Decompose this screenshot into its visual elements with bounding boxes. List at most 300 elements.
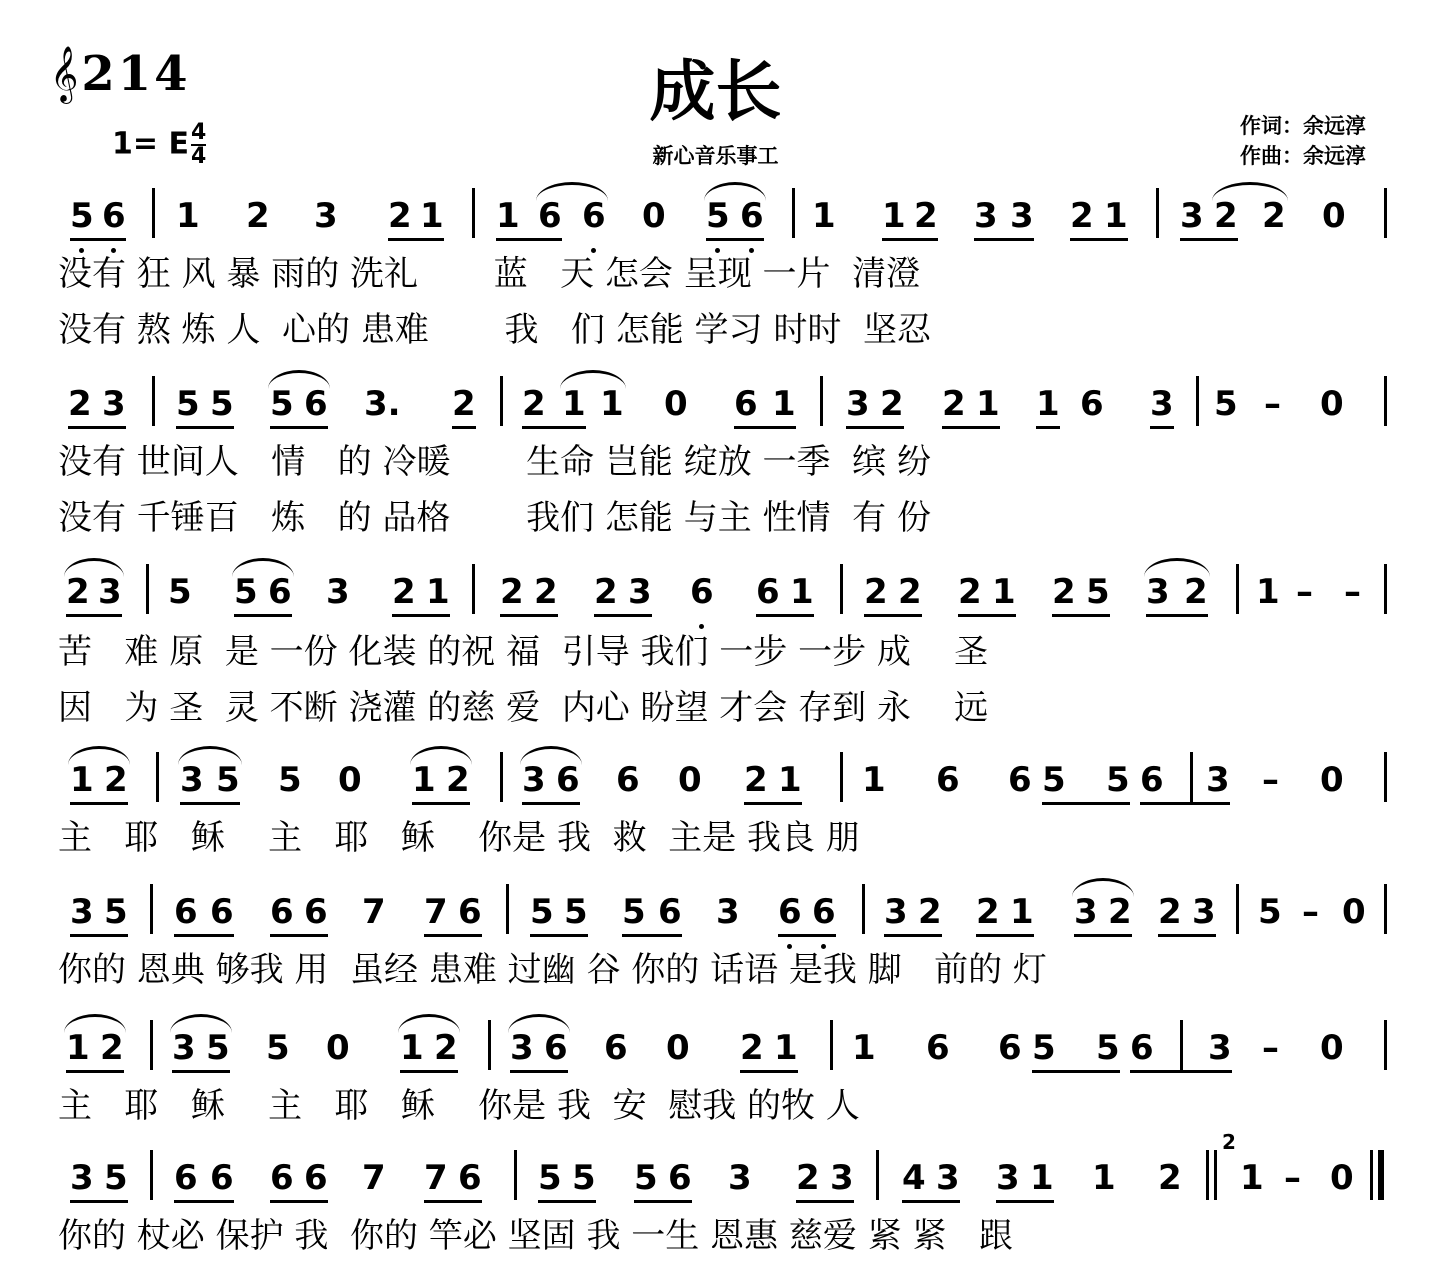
note: 6 <box>604 1028 628 1068</box>
note: 0 <box>1322 196 1346 236</box>
note: 5 <box>278 760 302 800</box>
note: 1 <box>426 572 450 612</box>
note: 5 <box>176 384 200 424</box>
note: 1 <box>562 384 586 424</box>
underline-beam <box>796 1200 854 1203</box>
underline-beam <box>70 802 128 805</box>
note: 5 <box>206 1028 230 1068</box>
underline-beam <box>1052 614 1110 617</box>
note: 7 <box>362 1158 386 1198</box>
note: 6 <box>102 196 126 236</box>
barline <box>1384 188 1387 238</box>
barline <box>840 564 843 614</box>
note: 2 <box>958 572 982 612</box>
note: 6 <box>756 572 780 612</box>
note: 1 <box>1240 1158 1264 1198</box>
note: 0 <box>664 384 688 424</box>
publisher: 新心音乐事工 <box>652 144 779 168</box>
note: 3 <box>172 1028 196 1068</box>
note: 6 <box>174 892 198 932</box>
note: 0 <box>1320 1028 1344 1068</box>
note: 2 <box>1070 196 1094 236</box>
octave-dot <box>699 624 704 629</box>
note: 6 <box>1008 760 1032 800</box>
note: 7 <box>424 892 448 932</box>
underline-beam <box>400 1070 458 1073</box>
barline <box>840 752 843 802</box>
barline <box>506 884 509 934</box>
underline-beam <box>392 614 450 617</box>
note: 5 <box>530 892 554 932</box>
tie-slur <box>170 1014 232 1033</box>
note: 6 <box>668 1158 692 1198</box>
underline-beam <box>270 934 328 937</box>
note: 3 <box>1180 196 1204 236</box>
note: 2 <box>66 572 90 612</box>
underline-beam <box>1074 934 1132 937</box>
note: 5 <box>538 1158 562 1198</box>
underline-beam <box>270 426 328 429</box>
note: – <box>1296 572 1313 612</box>
tie-slur <box>704 182 766 201</box>
note: 2 <box>446 760 470 800</box>
note: 6 <box>734 384 758 424</box>
underline-beam <box>1158 934 1216 937</box>
lyrics-line: 你的 恩典 够我 用 虽经 患难 过幽 谷 你的 话语 是我 脚 前的 灯 <box>58 950 1047 990</box>
barline <box>1384 1020 1387 1070</box>
note: 2 <box>914 196 938 236</box>
note: 2 <box>1214 196 1238 236</box>
note: 0 <box>338 760 362 800</box>
octave-dot <box>821 944 826 949</box>
note: 2 <box>1262 196 1286 236</box>
underline-beam <box>180 802 240 805</box>
underline-beam <box>70 238 126 241</box>
note: 1 <box>852 1028 876 1068</box>
barline <box>150 884 153 934</box>
note: 5 <box>168 572 192 612</box>
underline-beam <box>1042 802 1130 805</box>
underline-beam <box>778 934 836 937</box>
barline <box>1214 1150 1217 1200</box>
note: 3. <box>364 384 401 424</box>
note: 1 <box>1092 1158 1116 1198</box>
underline-beam <box>70 934 128 937</box>
note: 6 <box>544 1028 568 1068</box>
key-signature: 1= E $\frac{4}{4}$ <box>112 120 207 169</box>
octave-dot <box>749 248 754 253</box>
lyrics-line: 没有 世间人 情 的 冷暖 生命 岂能 绽放 一季 缤 纷 <box>58 442 931 482</box>
note: 2 <box>68 384 92 424</box>
underline-beam <box>882 238 938 241</box>
underline-beam <box>634 1200 692 1203</box>
note: 6 <box>690 572 714 612</box>
note: 1 <box>1256 572 1280 612</box>
note: 1 <box>812 196 836 236</box>
note: 6 <box>174 1158 198 1198</box>
barline <box>1206 1150 1209 1200</box>
note: 3 <box>314 196 338 236</box>
barline <box>1190 752 1193 802</box>
note: 6 <box>270 892 294 932</box>
note: 6 <box>616 760 640 800</box>
note: 0 <box>1342 892 1366 932</box>
note: 3 <box>996 1158 1020 1198</box>
note: 2 <box>880 384 904 424</box>
underline-beam <box>902 1200 960 1203</box>
note: 6 <box>936 760 960 800</box>
tie-slur <box>68 746 130 765</box>
note: 0 <box>1330 1158 1354 1198</box>
underline-beam <box>424 1200 482 1203</box>
barline <box>1236 884 1239 934</box>
barline <box>820 376 823 426</box>
note: 5 <box>210 384 234 424</box>
underline-beam <box>174 1200 234 1203</box>
note: 3 <box>1074 892 1098 932</box>
underline-beam <box>1036 426 1060 429</box>
underline-beam <box>1130 1070 1232 1073</box>
note: 2 <box>1184 572 1208 612</box>
note: 3 <box>728 1158 752 1198</box>
note: 1 <box>1030 1158 1054 1198</box>
lyrics-line: 因 为 圣 灵 不断 浇灌 的慈 爱 内心 盼望 才会 存到 永 远 <box>58 688 989 728</box>
tie-slur <box>398 1014 460 1033</box>
note: 0 <box>666 1028 690 1068</box>
underline-beam <box>500 614 558 617</box>
barline <box>876 1150 879 1200</box>
note: 5 <box>572 1158 596 1198</box>
barline <box>1156 188 1159 238</box>
note: 5 <box>1086 572 1110 612</box>
note: 2 <box>898 572 922 612</box>
tie-slur <box>520 746 582 765</box>
note: 5 <box>270 384 294 424</box>
note: 6 <box>268 572 292 612</box>
lyrics-line: 苦 难 原 是 一份 化装 的祝 福 引导 我们 一步 一步 成 圣 <box>58 632 989 672</box>
note: 1 <box>772 384 796 424</box>
underline-beam <box>1180 238 1238 241</box>
note: 0 <box>678 760 702 800</box>
underline-beam <box>740 1070 798 1073</box>
note: 2 <box>104 760 128 800</box>
underline-beam <box>974 238 1034 241</box>
note: 2 <box>744 760 768 800</box>
underline-beam <box>958 614 1016 617</box>
note: 5 <box>266 1028 290 1068</box>
note: 2 <box>392 572 416 612</box>
note: 1 <box>992 572 1016 612</box>
underline-beam <box>734 426 796 429</box>
note: 4 <box>902 1158 926 1198</box>
note: 6 <box>998 1028 1022 1068</box>
note: 3 <box>1146 572 1170 612</box>
note: 5 <box>1096 1028 1120 1068</box>
note: 5 <box>1106 760 1130 800</box>
note: 2 <box>534 572 558 612</box>
underline-beam <box>522 802 580 805</box>
note: 5 <box>564 892 588 932</box>
octave-dot <box>787 944 792 949</box>
underline-beam <box>976 934 1034 937</box>
underline-beam <box>522 426 586 429</box>
underline-beam <box>594 614 652 617</box>
note: 0 <box>1320 760 1344 800</box>
note: 6 <box>926 1028 950 1068</box>
underline-beam <box>1032 1070 1120 1073</box>
composer: 作曲：余远淳 <box>1240 144 1366 168</box>
note: 1 <box>1104 196 1128 236</box>
note: 2 <box>740 1028 764 1068</box>
underline-beam <box>1070 238 1128 241</box>
note: 6 <box>458 892 482 932</box>
barline <box>472 564 475 614</box>
note: 2 <box>434 1028 458 1068</box>
song-title: 成长 <box>649 53 782 130</box>
underline-beam <box>70 1200 128 1203</box>
note: 3 <box>716 892 740 932</box>
note: 6 <box>556 760 580 800</box>
note: 6 <box>304 1158 328 1198</box>
barline <box>488 1020 491 1070</box>
note: 3 <box>846 384 870 424</box>
note: 2 <box>942 384 966 424</box>
barline <box>472 188 475 238</box>
note: – <box>1262 760 1279 800</box>
note: 1 <box>882 196 906 236</box>
tie-slur <box>64 558 124 577</box>
underline-beam <box>66 614 122 617</box>
underline-beam <box>942 426 1000 429</box>
note: 6 <box>1080 384 1104 424</box>
note: 6 <box>778 892 802 932</box>
underline-beam <box>234 614 292 617</box>
lyrics-line: 你的 杖必 保护 我 你的 竿必 坚固 我 一生 恩惠 慈爱 紧 紧 跟 <box>58 1216 1013 1256</box>
note: 1 <box>420 196 444 236</box>
note: 3 <box>510 1028 534 1068</box>
lyricist: 作词：余远淳 <box>1240 114 1366 138</box>
octave-dot <box>591 248 596 253</box>
note: 2 <box>246 196 270 236</box>
barline <box>500 376 503 426</box>
note: 2 <box>452 384 476 424</box>
underline-beam <box>530 934 588 937</box>
note: 3 <box>628 572 652 612</box>
note: 1 <box>774 1028 798 1068</box>
underline-beam <box>846 426 904 429</box>
note: 5 <box>234 572 258 612</box>
note: 1 <box>1036 384 1060 424</box>
tie-slur <box>1144 558 1210 577</box>
barline <box>152 376 155 426</box>
note: – <box>1284 1158 1301 1198</box>
tie-slur <box>1072 878 1134 897</box>
note: 6 <box>210 1158 234 1198</box>
underline-beam <box>706 238 764 241</box>
underline-beam <box>1140 802 1230 805</box>
barline <box>1384 564 1387 614</box>
barline <box>156 752 159 802</box>
note: 3 <box>1208 1028 1232 1068</box>
note: 0 <box>1320 384 1344 424</box>
note: 7 <box>362 892 386 932</box>
underline-beam <box>996 1200 1054 1203</box>
underline-beam <box>496 238 562 241</box>
note: 3 <box>884 892 908 932</box>
note: 0 <box>326 1028 350 1068</box>
note: 5 <box>706 196 730 236</box>
treble-clef-icon: 𝄞 <box>50 46 82 102</box>
time-signature: $\frac{4}{4}$ <box>190 120 207 169</box>
note: 3 <box>522 760 546 800</box>
note: 2 <box>796 1158 820 1198</box>
barline <box>150 1020 153 1070</box>
tie-slur <box>268 370 330 389</box>
lyrics-line: 没有 熬 炼 人 心的 患难 我 们 怎能 学习 时时 坚忍 <box>58 310 931 350</box>
note: 1 <box>496 196 520 236</box>
note: 6 <box>270 1158 294 1198</box>
tie-slur <box>410 746 472 765</box>
note: 6 <box>582 196 606 236</box>
note: 6 <box>1140 760 1164 800</box>
barline <box>1384 752 1387 802</box>
underline-beam <box>864 614 922 617</box>
note: 1 <box>790 572 814 612</box>
note: 6 <box>812 892 836 932</box>
note: 3 <box>98 572 122 612</box>
underline-beam <box>1150 426 1174 429</box>
note: 2 <box>976 892 1000 932</box>
note: 1 <box>600 384 624 424</box>
note: 1 <box>66 1028 90 1068</box>
barline <box>500 752 503 802</box>
note: – <box>1264 384 1281 424</box>
note: 3 <box>974 196 998 236</box>
tie-slur <box>508 1014 570 1033</box>
note: 6 <box>658 892 682 932</box>
note: 6 <box>1130 1028 1154 1068</box>
note: 3 <box>102 384 126 424</box>
final-barline-thin <box>1370 1150 1373 1200</box>
note: 1 <box>400 1028 424 1068</box>
barline <box>792 188 795 238</box>
lyrics-line: 没有 狂 风 暴 雨的 洗礼 蓝 天 怎会 呈现 一片 清澄 <box>58 254 921 294</box>
note: 5 <box>104 1158 128 1198</box>
note: 2 <box>1108 892 1132 932</box>
note: 3 <box>1010 196 1034 236</box>
note: 3 <box>1206 760 1230 800</box>
tie-slur <box>232 558 294 577</box>
barline <box>150 1150 153 1200</box>
tie-slur <box>560 370 626 389</box>
note: 1 <box>976 384 1000 424</box>
note: 3 <box>326 572 350 612</box>
lyrics-line: 没有 千锤百 炼 的 品格 我们 怎能 与主 性情 有 份 <box>58 498 931 538</box>
barline <box>862 884 865 934</box>
note: 6 <box>740 196 764 236</box>
note: 3 <box>936 1158 960 1198</box>
note: 1 <box>1010 892 1034 932</box>
underline-beam <box>412 802 470 805</box>
underline-beam <box>538 1200 596 1203</box>
volta-number: 2 <box>1222 1130 1236 1154</box>
underline-beam <box>388 238 444 241</box>
note: 5 <box>1214 384 1238 424</box>
underline-beam <box>622 934 682 937</box>
note: 6 <box>304 892 328 932</box>
note: – <box>1344 572 1361 612</box>
note: 3 <box>180 760 204 800</box>
note: 2 <box>1158 1158 1182 1198</box>
barline <box>514 1150 517 1200</box>
note: 1 <box>70 760 94 800</box>
note: 3 <box>830 1158 854 1198</box>
final-barline <box>1378 1150 1384 1200</box>
note: 2 <box>1052 572 1076 612</box>
barline <box>1384 376 1387 426</box>
underline-beam <box>510 1070 568 1073</box>
note: 2 <box>388 196 412 236</box>
octave-dot <box>79 248 84 253</box>
note: 6 <box>210 892 234 932</box>
note: 5 <box>216 760 240 800</box>
barline <box>1196 376 1199 426</box>
note: 2 <box>594 572 618 612</box>
barline <box>830 1020 833 1070</box>
note: 5 <box>1258 892 1282 932</box>
underline-beam <box>68 426 126 429</box>
note: 2 <box>100 1028 124 1068</box>
note: 7 <box>424 1158 448 1198</box>
octave-dot <box>111 248 116 253</box>
note: 5 <box>70 196 94 236</box>
note: 3 <box>1192 892 1216 932</box>
note: 3 <box>70 892 94 932</box>
note: 6 <box>538 196 562 236</box>
note: – <box>1262 1028 1279 1068</box>
underline-beam <box>1146 614 1208 617</box>
barline <box>1384 884 1387 934</box>
note: 2 <box>1158 892 1182 932</box>
note: 1 <box>862 760 886 800</box>
note: 1 <box>778 760 802 800</box>
underline-beam <box>174 934 234 937</box>
note: 1 <box>176 196 200 236</box>
note: 5 <box>622 892 646 932</box>
note: 6 <box>304 384 328 424</box>
underline-beam <box>452 426 476 429</box>
note: – <box>1302 892 1319 932</box>
note: 3 <box>70 1158 94 1198</box>
note: 2 <box>522 384 546 424</box>
underline-beam <box>66 1070 124 1073</box>
underline-beam <box>176 426 234 429</box>
note: 5 <box>104 892 128 932</box>
note: 5 <box>1042 760 1066 800</box>
underline-beam <box>744 802 802 805</box>
note: 0 <box>642 196 666 236</box>
underline-beam <box>884 934 942 937</box>
note: 1 <box>412 760 436 800</box>
note: 6 <box>458 1158 482 1198</box>
lyrics-line: 主 耶 稣 主 耶 稣 你是 我 安 慰我 的牧 人 <box>58 1086 860 1126</box>
underline-beam <box>756 614 814 617</box>
note: 2 <box>500 572 524 612</box>
note: 5 <box>1032 1028 1056 1068</box>
tie-slur <box>64 1014 126 1033</box>
underline-beam <box>172 1070 230 1073</box>
page-number: 𝄞214 <box>50 46 191 102</box>
